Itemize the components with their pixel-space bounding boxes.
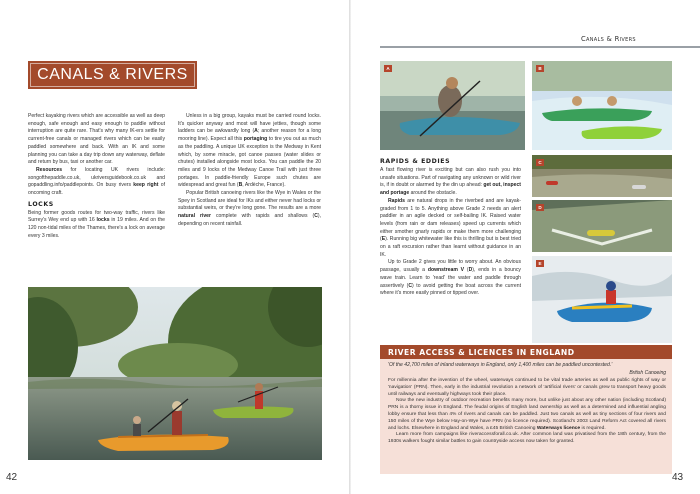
box-header [380, 345, 672, 359]
book-gutter [349, 0, 351, 494]
left-column-1 [28, 113, 165, 241]
box-paragraph-3: Learn more from campaigns like riveraccessforall.co.uk. After common land was privatised from the 18th century, from the 1930s walkers fought similar battles to gain countryside access now taken for granted. [388, 432, 666, 445]
header-rule [380, 46, 700, 48]
whitewater-photo [532, 256, 672, 343]
box-paragraph-2: Now the new industry of outdoor recreation benefits many more, but unlike just about any other nation (including Scotland) PRN is a thorny issue in England. The feudal origins of English land ownership as well as a determined and influential angling lobby ensure that less than 4% of rivers and canals can be paddled. Just two canals as well as tiny sections of four rivers and 150 miles of the Wye below Hay-on-Wye have PRN (no licence required). Scotland's 2003 Land Reform Act covered all rivers and lochs. Elsewhere in England and Wales, a £45 British Canoeing Waterways licence is required. [388, 398, 666, 431]
photo-tag-b: B [536, 65, 544, 72]
river-shallows-photo [532, 155, 672, 197]
resources-paragraph: Resources for locating UK rivers include: songofthepaddle.co.uk, ukriversguidebook.co.uk and gopaddling.info/paddlepoints. On busy rivers keep right of oncoming craft. [28, 166, 165, 197]
right-page-number: 43 [672, 472, 684, 483]
box-paragraph-1: For millennia after the invention of the wheel, waterways continued to be vital trade arteries as well as public rights of way or 'navigation' (PRN). Then, early in the industrial revolution a network of 'artificial rivers' or canals grew to transport heavy goods until railways and eventually highways took their place. [388, 378, 666, 397]
chapter-title-banner [28, 61, 197, 89]
rapids-intro-paragraph: A fast flowing river is exciting but can also rush you into unsafe situations. Part of navigating any unknown or wild river is, if in doubt or alarmed by the din up ahead: get out, inspect and portage around the obstacle. [380, 167, 521, 197]
photo-tag-e: E [536, 260, 544, 267]
locks-heading: LOCKS [28, 200, 54, 208]
box-title: RIVER ACCESS & LICENCES IN ENGLAND [388, 348, 575, 357]
chapter-title: CANALS & RIVERS [37, 66, 188, 83]
left-page-number: 42 [6, 472, 18, 483]
river-access-box [380, 345, 672, 474]
rapids-grades-paragraph: Rapids are natural drops in the riverbed and are kayak-graded from 1 to 5. Anything above Grade 2 needs an alert paddler in an agile decked or self-bailing IK. Raised water levels (from rain or dam releases) speed up currents which either smother gnarly rapids or make them more challenging (E). Running big whitewater like this is thrilling but is best tried on a raft excursion rather than learnt without guidance in an IK. [380, 197, 521, 258]
photo-tag-d: D [536, 204, 544, 211]
lock-ladder-photo [380, 61, 525, 150]
locks-paragraph: Being former goods routes for two-way traffic, rivers like Surrey's Wey end up with 16 locks in 19 miles. And on the 120 non-tidal miles of the Thames, there's a lock on average every 3 miles. [28, 209, 166, 239]
left-column-2 [178, 113, 321, 229]
canal-kayak-photo [28, 287, 322, 460]
grade-two-paragraph: Up to Grade 2 gives you little to worry about. An obvious passage, usually a downstream V (D), ends in a bouncy wave train. Learn to 'read' the water and paddle through assertively (C) to avoid getting the boat across the current where it's more easily pinned or tipped over. [380, 259, 521, 297]
box-body [388, 378, 666, 446]
rapids-heading: RAPIDS & EDDIES [380, 158, 451, 165]
box-quote-source: British Canoeing [629, 370, 666, 376]
natural-river-paragraph: Popular British canoeing rivers like the Wye in Wales or the Spey in Scotland are ideal for IKs and either never had locks or substantial weirs, or they're long gone. The results are a more natural river complete with rapids and shallows (C), depending on recent rainfall. [178, 190, 321, 227]
right-column [380, 155, 521, 298]
photo-tag-a: A [384, 65, 392, 72]
running-head: Canals & Rivers [581, 35, 636, 43]
canoe-chute-photo [532, 61, 672, 150]
photo-tag-c: C [536, 159, 544, 166]
downstream-v-photo [532, 200, 672, 252]
intro-paragraph: Perfect kayaking rivers which are accessible as well as deep enough, safe enough and easy enough to paddle without interruption are quite rare. That's why many IK-ers settle for current-free canals or managed rivers which can be easily paddled somewhere and back. With an IK and some planning you can take a day trip down any waterway, deflate and return by bus, taxi or another car. [28, 113, 165, 166]
box-quote: 'Of the 42,700 miles of inland waterways in England, only 1,400 miles can be paddled uncontested.' [388, 362, 613, 368]
portage-paragraph: Unless in a big group, kayaks must be carried round locks. It's quicker anyway and most will have jetties, though some ladders can be awkwardly long (A; another reason for a long mooring line). Expect all this portaging to tire you out as much as the paddling. A unique UK exception is the Medway in Kent which, by some miracle, got canoe passes (water slides or chutes) installed alongside most locks. You can paddle the 20 miles and 9 locks of the Medway Canoe Trail with just three portages. In paddle-friendly Europe such chutes are widespread and great fun (B, Ardèche, France). [178, 113, 322, 189]
